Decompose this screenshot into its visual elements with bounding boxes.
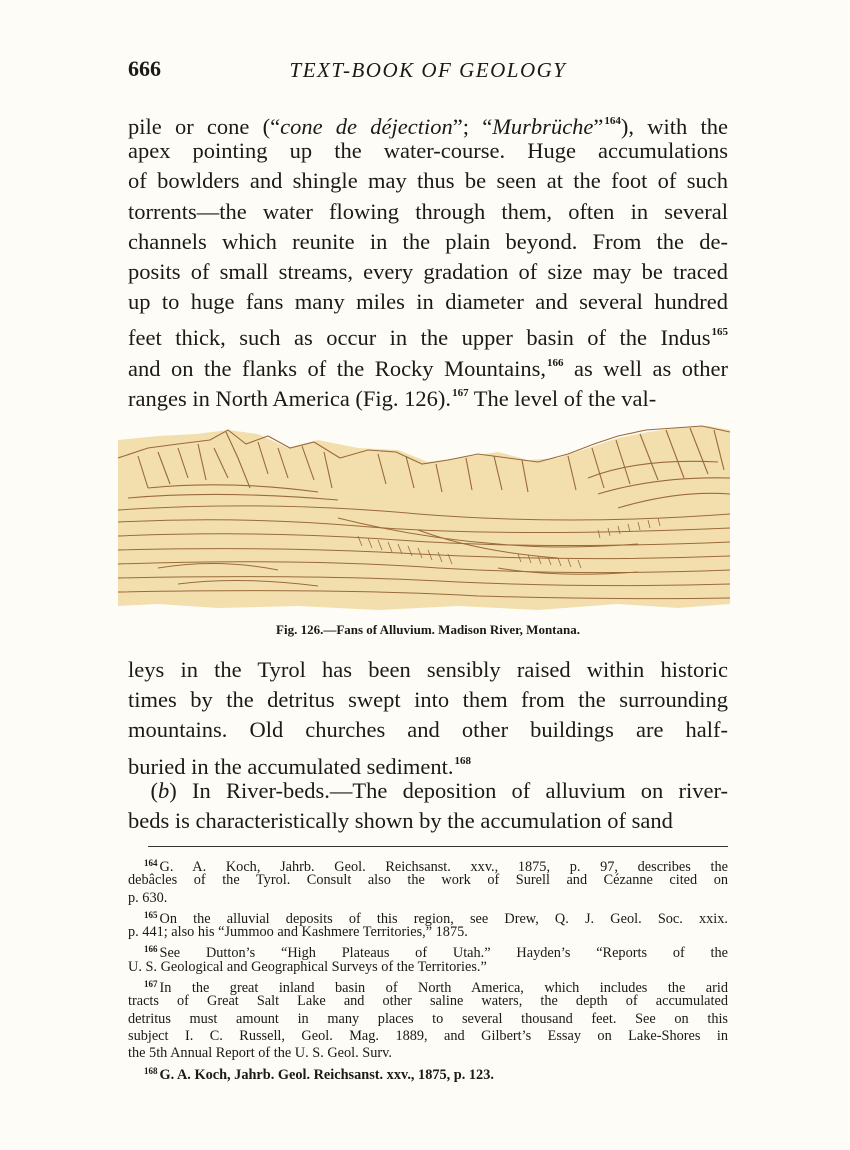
text-segment: as well as other xyxy=(563,355,728,381)
text-line xyxy=(128,106,728,139)
text-line xyxy=(128,348,728,381)
text-line xyxy=(128,136,728,166)
footnote-text: G. A. Koch, Jahrb. Geol. Reichsanst. xxv., 1875, p. 123. xyxy=(159,1066,494,1083)
text-segment: pile or cone (“ xyxy=(128,114,281,139)
figure-caption: Fig. 126.—Fans of Alluvium. Madison River, Montana. xyxy=(276,622,580,637)
figure-background xyxy=(118,426,730,610)
text-line xyxy=(128,746,728,779)
italic-text: cone de déjection xyxy=(280,114,453,139)
footnote-line xyxy=(128,1028,728,1045)
footnote-number: 165 xyxy=(144,909,158,920)
text-segment: torrents—the water flowing through them, often in several xyxy=(128,198,728,224)
footnote-line xyxy=(128,907,728,927)
text-segment: mountains. Old churches and other buildings are half- xyxy=(128,717,728,743)
footnote-text: G. A. Koch, Jahrb. Geol. Reichsanst. xxv., 1875, p. 97, describes the xyxy=(159,859,728,875)
italic-text: b xyxy=(158,777,170,803)
footnote-text: detritus must amount in many places to several thousand feet. See on this xyxy=(128,1010,728,1027)
footnote-number: 166 xyxy=(144,944,158,955)
text-segment: leys in the Tyrol has been sensibly raised within historic xyxy=(128,657,728,682)
text-segment: ), with the xyxy=(620,114,728,139)
italic-text: Murbrüche xyxy=(492,114,594,139)
text-segment: ranges in North America (Fig. 126). xyxy=(128,385,452,411)
footnote-text: tracts of Great Salt Lake and other saline waters, the depth of accumulated xyxy=(128,993,728,1010)
footnote-line xyxy=(128,976,728,997)
footnote-text: U. S. Geological and Geographical Surveys of the Territories.” xyxy=(128,958,487,975)
text-line xyxy=(128,166,728,196)
footnote-reference: 166 xyxy=(546,356,564,369)
footnote-reference: 167 xyxy=(452,386,469,399)
paragraph-top xyxy=(128,106,728,411)
text-line xyxy=(128,287,728,317)
footnote-text: debâcles of the Tyrol. Consult also the work of Surell and Cézanne cited on xyxy=(128,872,728,889)
footnote-text: In the great inland basin of North America, which includes the arid xyxy=(159,980,728,997)
text-segment: channels which reunite in the plain beyond. From the de- xyxy=(128,228,728,254)
footnote-text: p. 630. xyxy=(128,889,168,906)
footnote-text: On the alluvial deposits of this region, see Drew, Q. J. Geol. Soc. xxix. xyxy=(159,910,728,927)
text-line xyxy=(128,776,728,806)
text-segment: ”; “ xyxy=(452,114,493,139)
footnote-text: subject I. C. Russell, Geol. Mag. 1889, and Gilbert’s Essay on Lake-Shores in xyxy=(128,1027,728,1044)
figure-alluvial-fans-illustration xyxy=(118,418,730,614)
footnote-number: 167 xyxy=(144,979,158,990)
text-line xyxy=(128,806,728,836)
text-segment: and on the flanks of the Rocky Mountains, xyxy=(128,355,546,381)
text-segment: times by the detritus swept into them from the surrounding xyxy=(128,687,728,713)
text-segment: ( xyxy=(128,777,158,803)
footnote-reference: 165 xyxy=(711,326,728,339)
footnote-line xyxy=(128,1011,728,1028)
text-line xyxy=(128,257,728,287)
text-segment: of bowlders and shingle may thus be seen at the foot of such xyxy=(128,168,728,194)
footnote-line xyxy=(128,1045,728,1062)
text-line xyxy=(128,378,728,411)
text-segment: feet thick, such as occur in the upper basin of the Indus xyxy=(128,325,711,351)
footnote-line xyxy=(128,993,728,1010)
text-line xyxy=(128,655,728,685)
text-segment: beds is characteristically shown by the accumulation of sand xyxy=(128,807,673,833)
text-line xyxy=(128,317,728,351)
text-segment: apex pointing up the water-course. Huge accumulations xyxy=(128,138,728,164)
footnote-line xyxy=(128,890,728,907)
footnote-rule xyxy=(148,846,728,847)
text-line xyxy=(128,227,728,257)
footnote-number: 164 xyxy=(144,858,158,868)
footnote-line xyxy=(128,1063,728,1083)
text-segment: ” xyxy=(593,114,604,139)
footnotes xyxy=(128,855,728,1083)
text-line xyxy=(128,685,728,715)
text-segment: The level of the val- xyxy=(468,385,657,411)
footnote-reference: 164 xyxy=(604,115,621,127)
page-number: 666 xyxy=(128,56,161,81)
text-segment: up to huge fans many miles in diameter and several hundred xyxy=(128,289,728,315)
footnote-number: 168 xyxy=(144,1065,158,1076)
text-segment: posits of small streams, every gradation of size may be traced xyxy=(128,258,728,284)
page-header xyxy=(128,56,728,90)
text-line xyxy=(128,197,728,227)
footnote-text: the 5th Annual Report of the U. S. Geol. Surv. xyxy=(128,1045,392,1062)
text-segment: ) In River-beds.—The deposition of alluvium on river- xyxy=(169,777,728,803)
footnote-text: See Dutton’s “High Plateaus of Utah.” Hayden’s “Reports of the xyxy=(159,945,728,962)
footnote-text: p. 441; also his “Jummoo and Kashmere Territories,” 1875. xyxy=(128,924,468,941)
running-title: TEXT-BOOK OF GEOLOGY xyxy=(289,58,567,82)
paragraph-bottom xyxy=(128,655,728,836)
text-line xyxy=(128,715,728,745)
footnote-line xyxy=(128,872,728,889)
footnote-line xyxy=(128,855,728,875)
footnote-line xyxy=(128,941,728,962)
text-segment: buried in the accumulated sediment. xyxy=(128,753,454,779)
footnote-reference: 168 xyxy=(454,754,472,767)
